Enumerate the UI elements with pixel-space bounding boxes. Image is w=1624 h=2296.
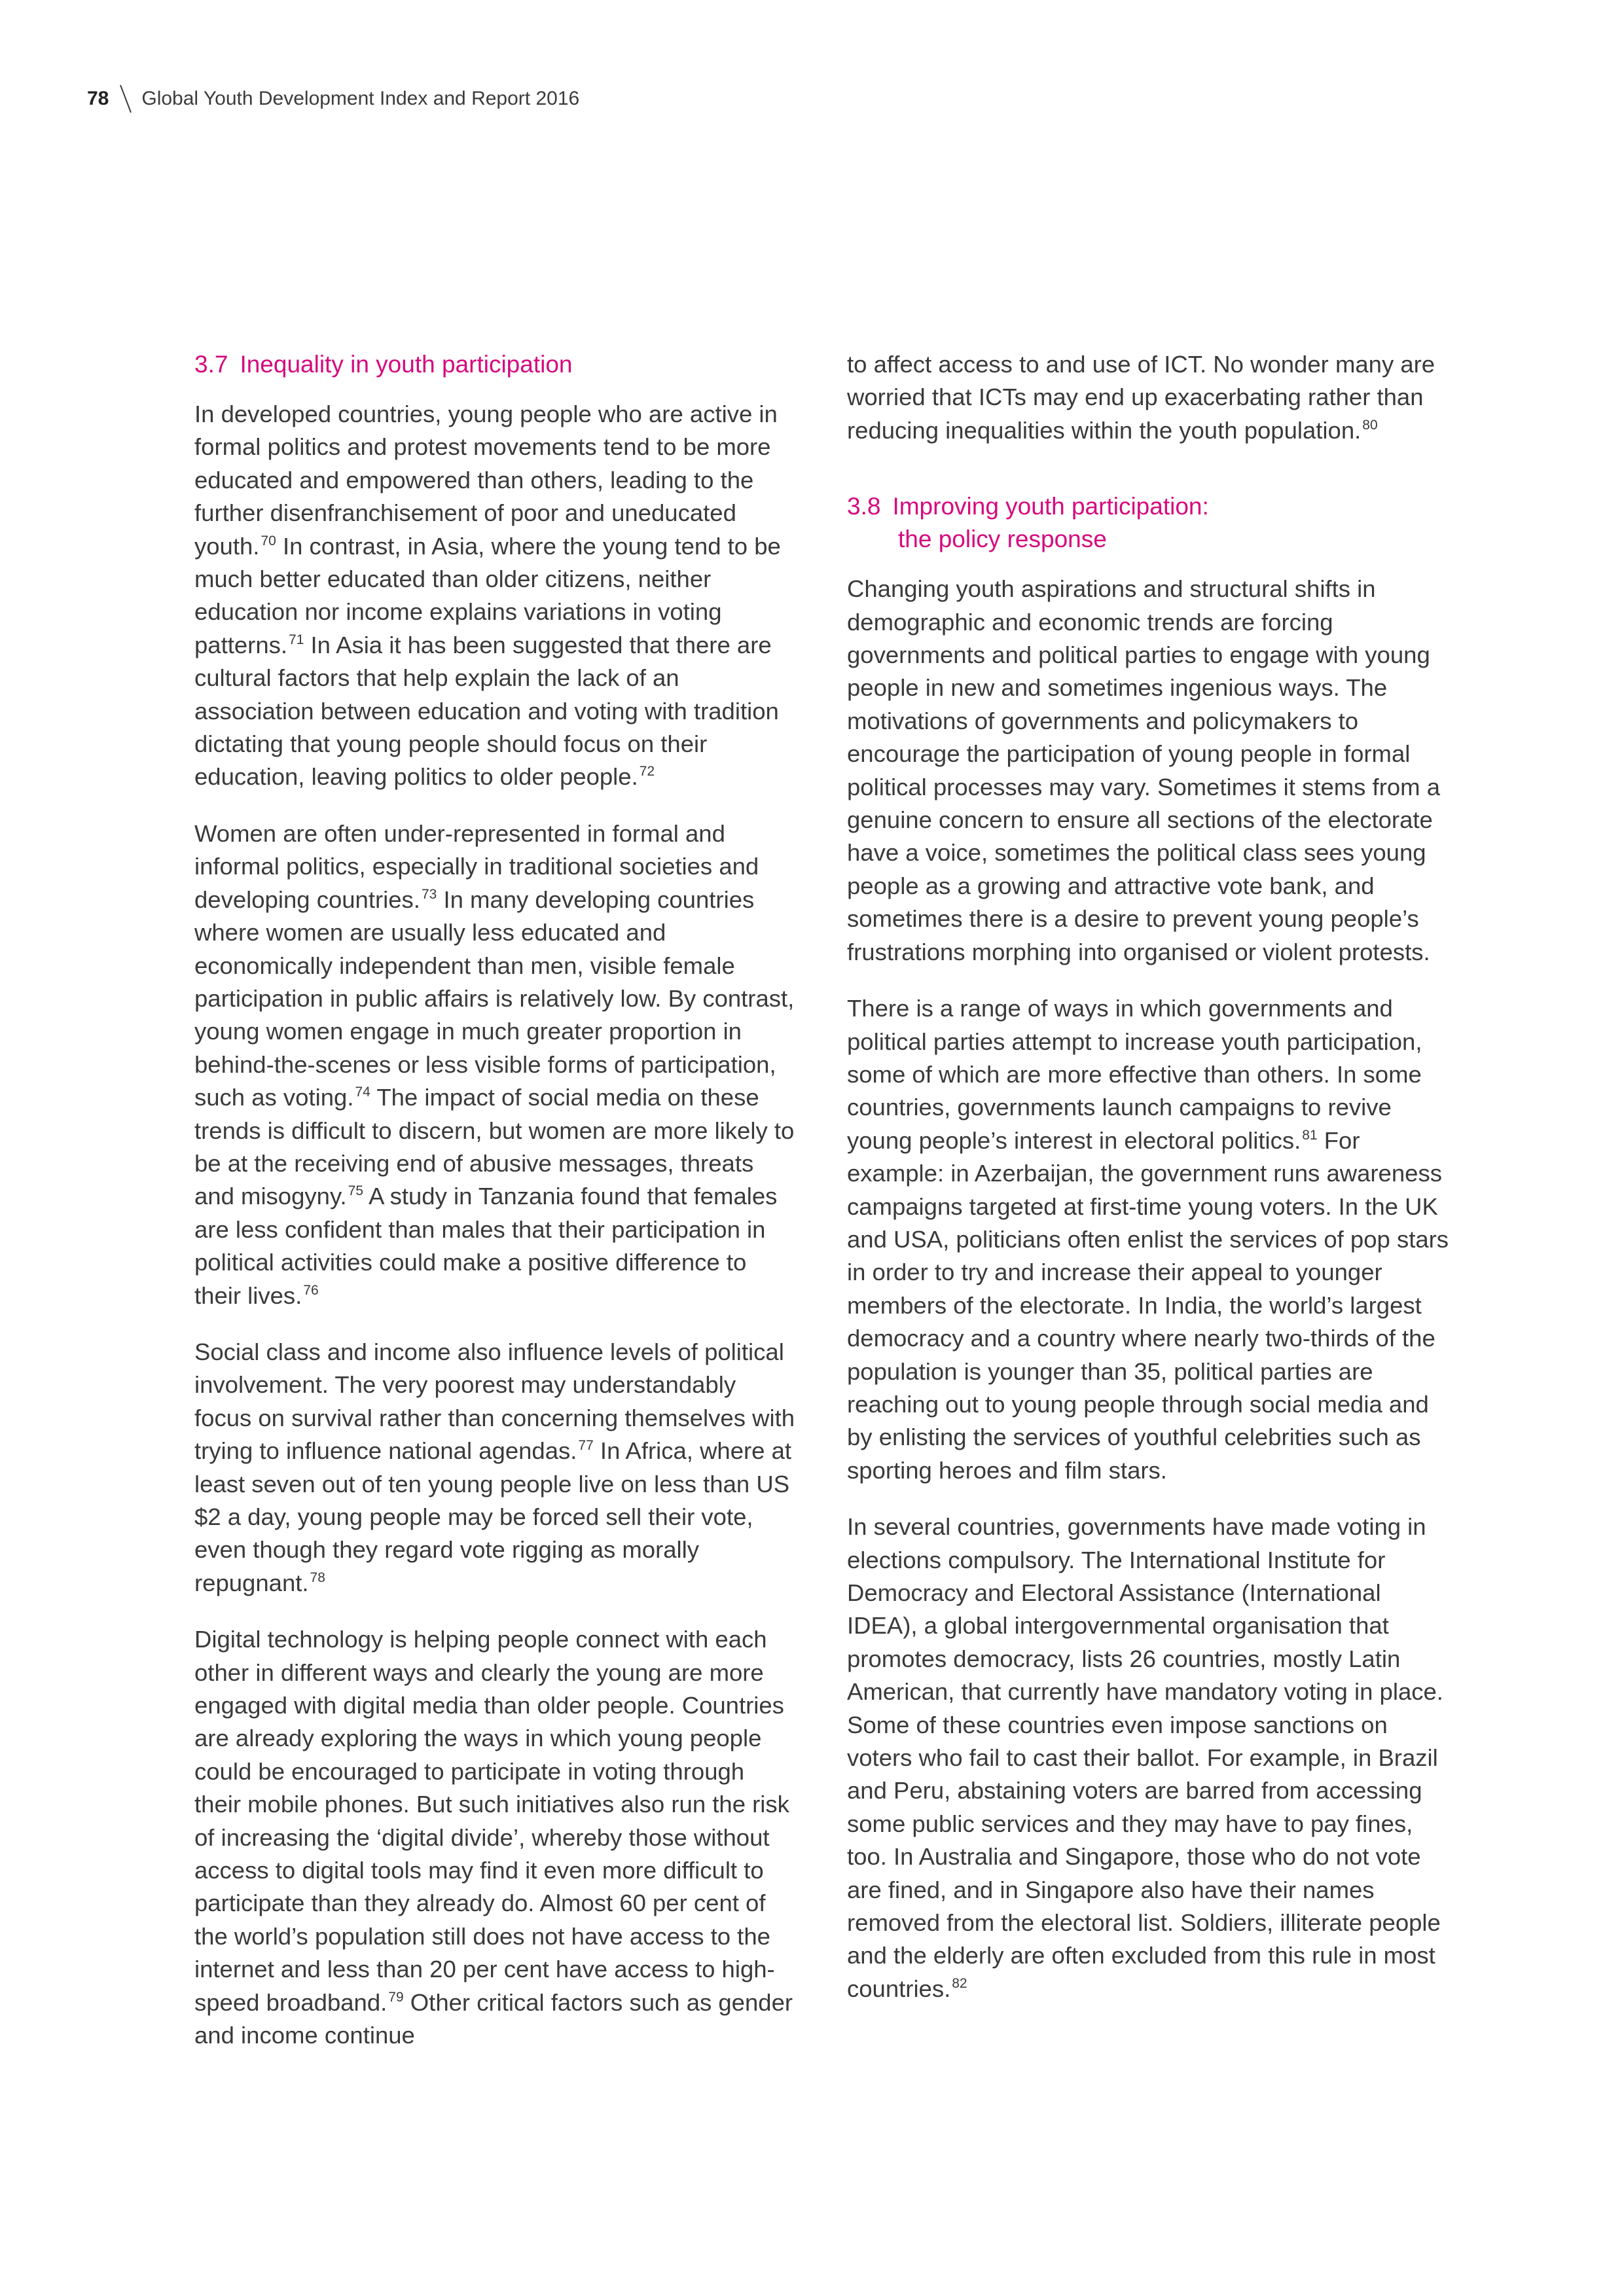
paragraph: There is a range of ways in which governments and political parties attempt to increase youth participation, some of which are more effective than others. In some countries, governments launch campaigns to revive young people’s interest in electoral politics.$^{81}$ For example: in Azerbaijan, the government runs awareness campaigns targeted at first-time young voters. In the UK and USA, politicians often enlist the services of pop stars in order to try and increase their appeal to younger members of the electorate. In India, the world’s largest democracy and a country where nearly two-thirds of the population is younger than 35, political parties are reaching out to young people through social media and by enlisting the services of youthful celebrities such as sporting heroes and film stars. — [847, 995, 1449, 1484]
footnote-ref: 71 — [289, 632, 304, 647]
paragraph: In several countries, governments have made voting in elections compulsory. The International Institute for Democracy and Electoral Assistance (International IDEA), a global intergovernmental organisation that promotes democracy, lists 26 countries, mostly Latin American, that currently have mandatory voting in place. Some of these countries even impose sanctions on voters who fail to cast their ballot. For example, in Brazil and Peru, abstaining voters are barred from accessing some public services and they may have to pay fines, too. In Australia and Singapore, those who do not vote are fined, and in Singapore also have their names removed from the electoral list. Soldiers, illiterate people and the elderly are often excluded from this rule in most countries.$^{82}$ — [847, 1513, 1443, 2002]
footnote-ref: 80 — [1362, 417, 1378, 433]
paragraph: In developed countries, young people who are active in formal politics and protest movements tend to be more educated and empowered than others, leading to the further disenfranchisement of poor and uneducated youth.$^{70}$ In contrast, in Asia, where the young tend to be much better educated than older citizens, neither education nor income explains variations in voting patterns.$^{71}$ In Asia it has been suggested that there are cultural factors that help explain the lack of an association between education and voting with tradition dictating that young people should focus on their education, leaving politics to older people.$^{72}$ — [194, 401, 781, 791]
section-heading-3-7 — [194, 348, 797, 381]
left-column — [194, 348, 797, 2076]
report-title: Global Youth Development Index and Report 2016 — [141, 88, 580, 109]
footnote-ref: 77 — [578, 1438, 594, 1454]
paragraph: Social class and income also influence levels of political involvement. The very poorest may understandably focus on survival rather than concerning themselves with trying to influence national agendas.$^{77}$ In Africa, where at least seven out of ten young people live on less than US $2 a day, young people may be forced sell their vote, even though they regard vote rigging as morally repugnant.$^{78}$ — [194, 1338, 795, 1596]
header-divider — [119, 84, 132, 114]
footnote-ref: 70 — [261, 533, 276, 548]
running-header — [87, 82, 579, 115]
section-title-line-1: Improving youth participation: — [892, 493, 1209, 520]
footnote-ref: 78 — [310, 1570, 325, 1585]
paragraph: Changing youth aspirations and structural shifts in demographic and economic trends are forcing governments and political parties to engage with young people in new and sometimes ingenious ways. The motivations of governments and policymakers to encourage the participation of young people in formal political processes may vary. Sometimes it stems from a genuine concern to ensure all sections of the electorate have a voice, sometimes the political class sees young people as a growing and attractive vote bank, and sometimes there is a desire to prevent young people’s frustrations morphing into organised or violent protests. — [847, 575, 1440, 965]
right-column — [847, 348, 1449, 2029]
paragraph: to affect access to and use of ICT. No wonder many are worried that ICTs may end up exacerbating rather than reducing inequalities within the youth population.$^{80}$ — [847, 351, 1435, 444]
footnote-ref: 72 — [639, 764, 655, 780]
page-number: 78 — [87, 88, 109, 109]
section-heading-3-8 — [847, 490, 1449, 556]
paragraph: Digital technology is helping people connect with each other in different ways and clearly the young are more engaged with digital media than older people. Countries are already exploring the ways in which young people could be encouraged to participate in voting through their mobile phones. But such initiatives also run the risk of increasing the ‘digital divide’, whereby those without access to digital tools may find it even more difficult to participate than they already do. Almost 60 per cent of the world’s population still does not have access to the internet and less than 20 per cent have access to high-speed broadband.$^{79}$ Other critical factors such as gender and income continue — [194, 1626, 793, 2049]
section-title: Inequality in youth participation — [240, 351, 573, 378]
footnote-ref: 81 — [1302, 1127, 1318, 1143]
footnote-ref: 76 — [303, 1282, 319, 1298]
footnote-ref: 79 — [388, 1989, 404, 2005]
paragraph: Women are often under-represented in formal and informal politics, especially in traditional societies and developing countries.$^{73}$ In many developing countries where women are usually less educated and economically independent than men, visible female participation in public affairs is relatively low. By contrast, young women engage in much greater proportion in behind-the-scenes or less visible forms of participation, such as voting.$^{74}$ The impact of social media on these trends is difficult to discern, but women are more likely to be at the receiving end of abusive messages, threats and misogyny.$^{75}$ A study in Tanzania found that females are less confident than males that their participation in political activities could make a positive difference to their lives.$^{76}$ — [194, 819, 795, 1309]
footnote-ref: 74 — [355, 1085, 370, 1100]
footnote-ref: 73 — [421, 886, 437, 902]
section-title-line-2: the policy response — [898, 526, 1107, 553]
footnote-ref: 82 — [952, 1975, 967, 1991]
section-number: 3.7 — [194, 351, 228, 378]
footnote-ref: 75 — [348, 1183, 363, 1199]
section-number: 3.8 — [847, 493, 881, 520]
